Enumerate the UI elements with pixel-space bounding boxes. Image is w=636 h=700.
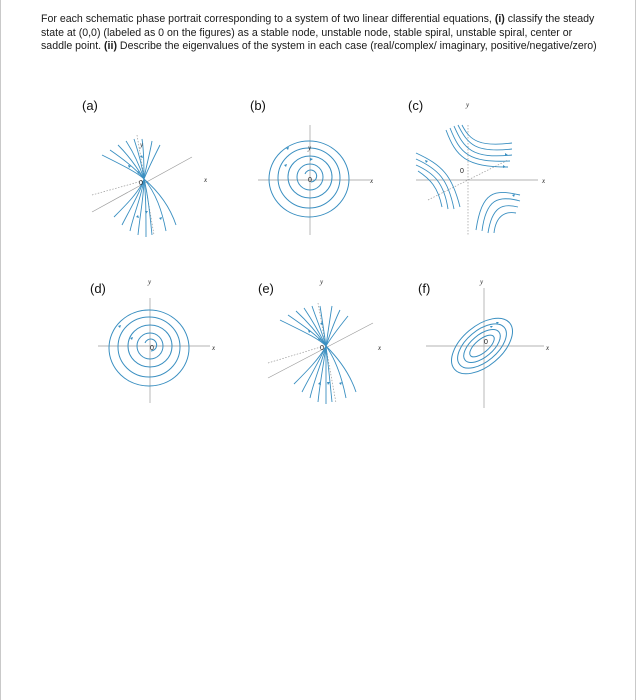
phase-portrait-a bbox=[82, 95, 222, 245]
panel-label: (c) bbox=[408, 98, 424, 113]
x-axis-label: x bbox=[212, 344, 216, 352]
y-axis-label: y bbox=[140, 141, 144, 149]
x-axis-label: x bbox=[378, 344, 382, 352]
question-text bbox=[41, 13, 601, 54]
origin-label: 0 bbox=[308, 177, 312, 184]
phase-portrait-c bbox=[408, 95, 548, 245]
phase-portrait-e bbox=[258, 278, 398, 428]
panel-label: (a) bbox=[82, 98, 98, 113]
origin-label: 0 bbox=[320, 345, 324, 352]
phase-portrait-f bbox=[418, 278, 558, 428]
origin-label: 0 bbox=[484, 339, 488, 346]
x-axis-label: x bbox=[204, 176, 208, 184]
portrait-svg bbox=[90, 278, 230, 428]
panel-label: (f) bbox=[418, 281, 431, 296]
question-intro: For each schematic phase portrait corresponding to a system of two linear differential equations, bbox=[41, 13, 495, 25]
portrait-svg bbox=[258, 278, 398, 428]
origin-label: 0 bbox=[150, 345, 154, 352]
origin-label: 0 bbox=[139, 180, 143, 187]
x-axis-label: x bbox=[370, 177, 374, 185]
phase-portrait-d bbox=[90, 278, 230, 428]
portrait-svg bbox=[250, 95, 390, 245]
part-i-marker: (i) bbox=[494, 13, 505, 25]
y-axis-label: y bbox=[480, 278, 484, 286]
y-axis-label: y bbox=[320, 278, 324, 286]
portrait-svg bbox=[82, 95, 222, 245]
panel-label: (e) bbox=[258, 281, 274, 296]
page-border-left bbox=[0, 0, 1, 700]
phase-portrait-b bbox=[250, 95, 390, 245]
x-axis-label: x bbox=[546, 344, 550, 352]
x-axis-label: x bbox=[542, 177, 546, 185]
origin-label: 0 bbox=[460, 168, 464, 175]
part-i-text: classify the steady state at (0,0) (labeled as 0 on the figures) as a stable node, unstable node, stable spiral, unstable spiral, center or saddle point. bbox=[41, 13, 595, 53]
y-axis-label: y bbox=[148, 278, 152, 286]
part-ii-text: Describe the eigenvalues of the system in each case (real/complex/ imaginary, positive/negative/zero) bbox=[116, 40, 597, 53]
panel-label: (b) bbox=[250, 98, 266, 113]
y-axis-label: y bbox=[308, 144, 312, 152]
portrait-svg bbox=[418, 278, 558, 428]
panel-label: (d) bbox=[90, 281, 106, 296]
portrait-svg bbox=[408, 95, 548, 245]
part-ii-marker: (ii) bbox=[104, 40, 117, 53]
y-axis-label: y bbox=[466, 101, 470, 109]
